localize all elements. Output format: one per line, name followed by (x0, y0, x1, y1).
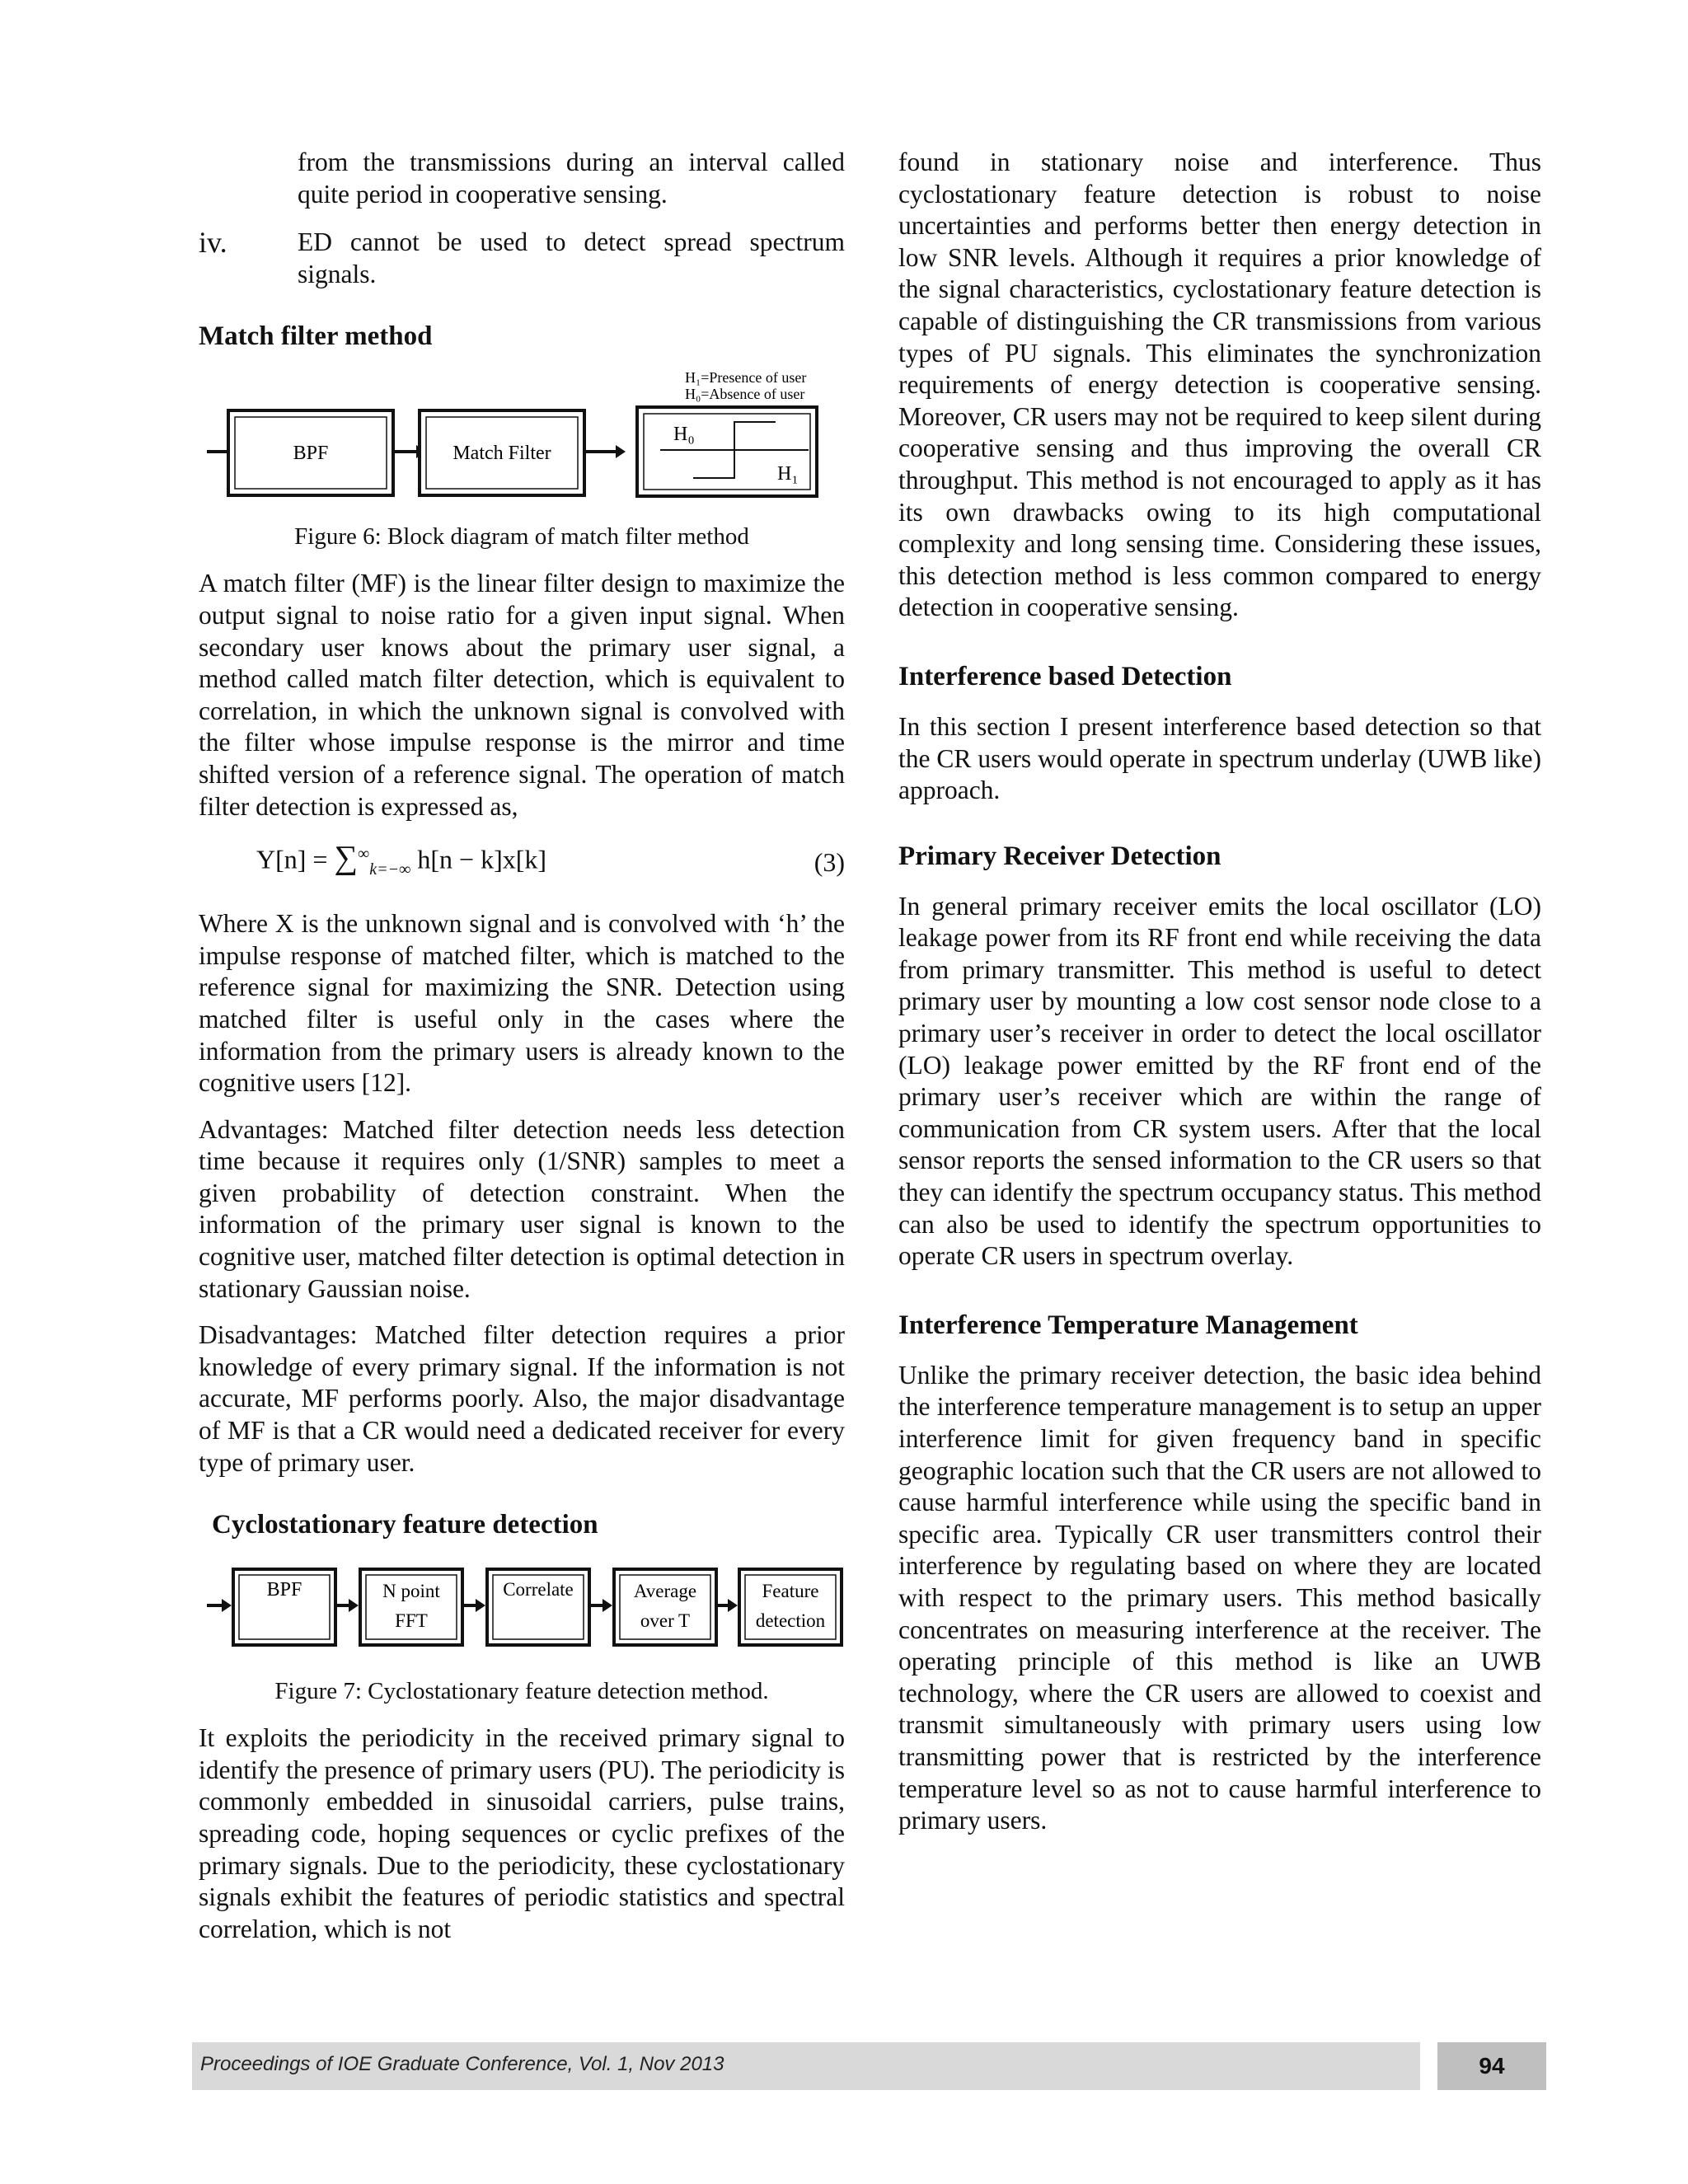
equation-number: (3) (814, 846, 845, 877)
paragraph-cyclo-continued: found in stationary noise and interference. Thus cyclostationary feature detection is robust to noise uncertainties and performs better then energy detection in low SNR levels. Although it requires a prior knowledge of the signal characteristics, cyclostationary feature detection is capable of distinguishing the CR transmissions from various types of PU signals. This eliminates the synchronization requirements of energy detection is cooperative sensing. Moreover, CR users may not be required to keep silent during cooperative sensing and thus improving the overall CR throughput. This method is not encouraged to apply as it has its own drawbacks owing to its high computational complexity and long sensing time. Considering these issues, this detection method is less common compared to energy detection in cooperative sensing. (898, 148, 1541, 622)
paragraph-where: Where X is the unknown signal and is convolved with ‘h’ the impulse response of matched filter, which is matched to the reference signal for maximizing the SNR. Detection using matched filter is useful only in the cases where the information from the primary users is already known to the cognitive users [12]. (199, 909, 845, 1098)
h1-presence-label: H₁=Presence of user (685, 371, 807, 387)
list-item-iv (199, 227, 845, 290)
equation-sum: ∑ (334, 838, 358, 876)
paragraph-cyclostationary: It exploits the periodicity in the received primary signal to identify the presence of primary users (PU). The periodicity is commonly embedded in sinusoidal carriers, pulse trains, spreading code, hoping sequences or cyclic prefixes of the primary signals. Due to the periodicity, these cyclostationary signals exhibit the features of periodic statistics and spectral correlation, which is not (199, 1723, 845, 1943)
h0-label: H₀ (673, 424, 695, 446)
correlate-label: Correlate (503, 1579, 574, 1601)
equation-lower-limit: k=−∞ (369, 860, 411, 879)
h0-absence-label: H₀=Absence of user (685, 386, 805, 403)
feature-label-line2: detection (755, 1610, 826, 1632)
fft-label-line2: FFT (395, 1610, 428, 1632)
heading-primary-receiver: Primary Receiver Detection (898, 841, 1221, 871)
heading-cyclostationary: Cyclostationary feature detection (212, 1510, 598, 1540)
bpf-label: BPF (293, 443, 329, 465)
arrowhead-mf-decision (616, 445, 626, 458)
heading-match-filter: Match filter method (199, 321, 433, 352)
arrowhead-corr-avg (603, 1599, 612, 1612)
figure-6-diagram (199, 371, 845, 507)
paragraph-interference-temperature: Unlike the primary receiver detection, the basic idea behind the interference temperature management is to setup an upper interference limit for given frequency band in specific geographic location such that the CR users are not allowed to cause harmful interference while using the specific band in specific area. Typically CR user transmitters control their interference by regulating based on where they are located with respect to the primary users. This method basically concentrates on measuring interference at the receiver. The operating principle of this method is like an UWB technology, where the CR users are allowed to coexist and transmit simultaneously with primary users using low transmitting power that is restricted by the interference temperature level so as not to cause harmful interference to primary users. (898, 1360, 1541, 1835)
equation-3 (199, 837, 845, 887)
figure-7-diagram (199, 1559, 845, 1658)
equation-upper-limit: ∞ (357, 845, 370, 864)
equation-rhs: h[n − k]x[k] (417, 844, 547, 874)
page-number: 94 (1437, 2042, 1546, 2090)
continued-list-text: from the transmissions during an interval called quite period in cooperative sensing. (298, 148, 845, 209)
paragraph-interference-detection: In this section I present interference based detection so that the CR users would operate in spectrum underlay (UWB like) approach. (898, 711, 1541, 805)
paragraph-match-filter: A match filter (MF) is the linear filter design to maximize the output signal to noise ratio for a given input signal. When secondary user knows about the primary user signal, a method called match filter detection, which is equivalent to correlation, in which the unknown signal is convolved with the filter whose impulse response is the mirror and time shifted version of a reference signal. The operation of match filter detection is expressed as, (199, 569, 845, 821)
list-number: iv. (199, 226, 227, 260)
heading-interference-detection: Interference based Detection (898, 661, 1232, 691)
match-filter-label: Match Filter (452, 443, 551, 465)
arrowhead-bpf-fft (349, 1599, 359, 1612)
input-arrowhead-7 (222, 1599, 232, 1612)
arrowhead-avg-feat (728, 1599, 738, 1612)
heading-interference-temperature: Interference Temperature Management (898, 1310, 1358, 1340)
footer-citation: Proceedings of IOE Graduate Conference, Vol. 1, Nov 2013 (200, 2053, 724, 2075)
right-column (898, 147, 1541, 1852)
fft-label-line1: N point (382, 1581, 440, 1602)
paragraph-advantages: Advantages: Matched filter detection needs less detection time because it requires only (1/SNR) samples to meet a given probability of detection constraint. When the information of the primary user signal is known to the cognitive user, matched filter detection is optimal detection in stationary Gaussian noise. (199, 1114, 845, 1303)
figure-6 (199, 371, 845, 507)
bpf-label-7: BPF (266, 1579, 302, 1601)
average-label-line2: over T (640, 1610, 691, 1632)
feature-label-line1: Feature (762, 1581, 819, 1602)
average-label-line1: Average (633, 1581, 697, 1602)
h1-label: H₁ (777, 463, 799, 485)
equation-lhs: Y[n] = (256, 844, 328, 874)
left-column (199, 147, 845, 1960)
equation-body (256, 838, 546, 886)
figure-7 (199, 1559, 845, 1658)
figure-6-caption: Figure 6: Block diagram of match filter method (294, 523, 749, 551)
list-text: ED cannot be used to detect spread spectrum signals. (298, 227, 845, 288)
paragraph-disadvantages: Disadvantages: Matched filter detection requires a prior knowledge of every primary signal. If the information is not accurate, MF performs poorly. Also, the major disadvantage of MF is that a CR would need a dedicated receiver for every type of primary user. (199, 1320, 845, 1477)
paragraph-primary-receiver: In general primary receiver emits the local oscillator (LO) leakage power from its RF front end while receiving the data from primary transmitter. This method is useful to detect primary user by mounting a low cost sensor node close to a primary user’s receiver in order to detect the local oscillator (LO) leakage power emitted by the RF front end of the primary user’s receiver which are within the range of communication from CR system users. After that the local sensor reports the sensed information to the CR users so that they can identify the spectrum occupancy status. This method can also be used to identify the spectrum opportunities to operate CR users in spectrum overlay. (898, 891, 1541, 1271)
arrowhead-fft-corr (476, 1599, 485, 1612)
figure-7-caption: Figure 7: Cyclostationary feature detection method. (274, 1678, 769, 1705)
